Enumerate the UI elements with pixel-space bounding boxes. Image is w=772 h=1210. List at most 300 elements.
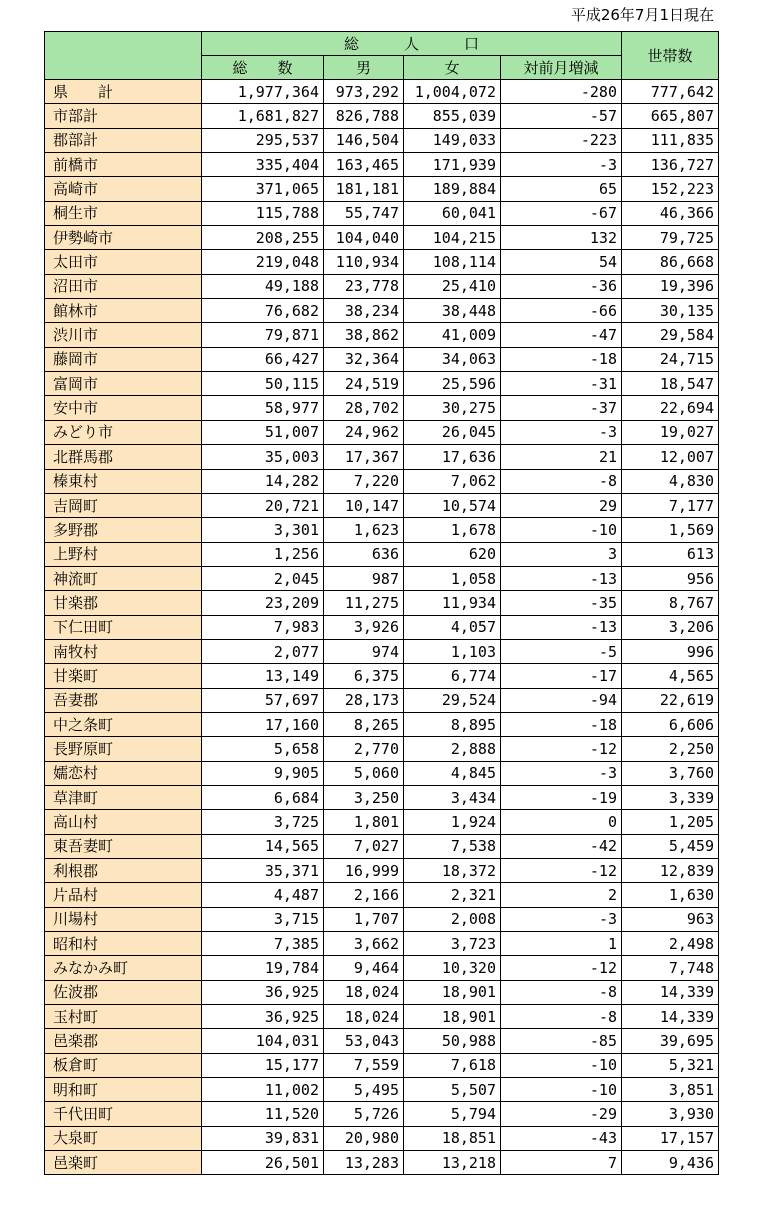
table-row: [45, 445, 719, 469]
cell-households: 19,027: [622, 420, 719, 444]
cell-female: 1,678: [404, 518, 501, 542]
cell-male: 163,465: [324, 153, 404, 177]
cell-total: 35,003: [202, 445, 324, 469]
cell-female: 2,008: [404, 907, 501, 931]
table-row: [45, 80, 719, 104]
cell-households: 3,339: [622, 785, 719, 809]
cell-change: -36: [501, 274, 622, 298]
cell-households: 17,157: [622, 1126, 719, 1150]
cell-male: 1,707: [324, 907, 404, 931]
cell-female: 3,434: [404, 785, 501, 809]
table-row: [45, 201, 719, 225]
row-name: 甘楽郡: [45, 591, 202, 615]
row-name: 桐生市: [45, 201, 202, 225]
as-of-date: 平成26年7月1日現在: [570, 6, 714, 24]
table-row: [45, 1078, 719, 1102]
row-name: 川場村: [45, 907, 202, 931]
table-row: [45, 688, 719, 712]
cell-households: 111,835: [622, 128, 719, 152]
cell-male: 146,504: [324, 128, 404, 152]
cell-total: 36,925: [202, 1005, 324, 1029]
cell-change: -12: [501, 956, 622, 980]
cell-female: 25,410: [404, 274, 501, 298]
cell-female: 8,895: [404, 712, 501, 736]
cell-households: 1,569: [622, 518, 719, 542]
cell-female: 25,596: [404, 372, 501, 396]
cell-change: -37: [501, 396, 622, 420]
table-row: [45, 177, 719, 201]
cell-change: -10: [501, 1078, 622, 1102]
cell-total: 2,077: [202, 639, 324, 663]
table-row: [45, 956, 719, 980]
table-row: [45, 323, 719, 347]
cell-change: -223: [501, 128, 622, 152]
row-name: 長野原町: [45, 737, 202, 761]
cell-change: -3: [501, 907, 622, 931]
row-name: 北群馬郡: [45, 445, 202, 469]
cell-households: 3,930: [622, 1102, 719, 1126]
cell-female: 7,618: [404, 1053, 501, 1077]
cell-households: 7,177: [622, 493, 719, 517]
header-monthly-change: 対前月増減: [501, 56, 622, 80]
cell-households: 152,223: [622, 177, 719, 201]
cell-male: 13,283: [324, 1151, 404, 1175]
cell-male: 38,234: [324, 299, 404, 323]
row-name: 利根郡: [45, 859, 202, 883]
table-row: [45, 1126, 719, 1150]
cell-total: 1,681,827: [202, 104, 324, 128]
cell-male: 7,220: [324, 469, 404, 493]
cell-total: 35,371: [202, 859, 324, 883]
row-name: 高山村: [45, 810, 202, 834]
cell-female: 1,058: [404, 566, 501, 590]
cell-female: 4,845: [404, 761, 501, 785]
cell-total: 6,684: [202, 785, 324, 809]
cell-female: 2,321: [404, 883, 501, 907]
cell-change: -12: [501, 859, 622, 883]
table-row: [45, 347, 719, 371]
cell-total: 104,031: [202, 1029, 324, 1053]
row-name: 富岡市: [45, 372, 202, 396]
cell-total: 79,871: [202, 323, 324, 347]
cell-change: -3: [501, 420, 622, 444]
row-name: 昭和村: [45, 932, 202, 956]
cell-change: 29: [501, 493, 622, 517]
cell-households: 5,321: [622, 1053, 719, 1077]
cell-households: 3,760: [622, 761, 719, 785]
cell-households: 29,584: [622, 323, 719, 347]
cell-female: 60,041: [404, 201, 501, 225]
cell-change: -85: [501, 1029, 622, 1053]
table-row: [45, 274, 719, 298]
row-name: 前橋市: [45, 153, 202, 177]
cell-total: 295,537: [202, 128, 324, 152]
table-row: [45, 566, 719, 590]
cell-male: 987: [324, 566, 404, 590]
cell-female: 1,004,072: [404, 80, 501, 104]
cell-households: 3,206: [622, 615, 719, 639]
table-row: [45, 664, 719, 688]
cell-change: -66: [501, 299, 622, 323]
row-name: 藤岡市: [45, 347, 202, 371]
cell-total: 50,115: [202, 372, 324, 396]
cell-households: 9,436: [622, 1151, 719, 1175]
row-name: 市部計: [45, 104, 202, 128]
table-row: [45, 396, 719, 420]
cell-female: 3,723: [404, 932, 501, 956]
table-row: [45, 1102, 719, 1126]
cell-households: 136,727: [622, 153, 719, 177]
cell-total: 17,160: [202, 712, 324, 736]
cell-male: 38,862: [324, 323, 404, 347]
cell-male: 110,934: [324, 250, 404, 274]
header-male: 男: [324, 56, 404, 80]
header-female: 女: [404, 56, 501, 80]
table-row: [45, 907, 719, 931]
cell-male: 20,980: [324, 1126, 404, 1150]
cell-female: 10,320: [404, 956, 501, 980]
cell-female: 29,524: [404, 688, 501, 712]
row-name: 太田市: [45, 250, 202, 274]
row-name: 沼田市: [45, 274, 202, 298]
cell-total: 3,301: [202, 518, 324, 542]
table-row: [45, 493, 719, 517]
cell-total: 36,925: [202, 980, 324, 1004]
cell-change: -3: [501, 153, 622, 177]
cell-households: 6,606: [622, 712, 719, 736]
cell-change: -47: [501, 323, 622, 347]
table-row: [45, 226, 719, 250]
cell-female: 18,851: [404, 1126, 501, 1150]
cell-change: -8: [501, 469, 622, 493]
table-row: [45, 883, 719, 907]
row-name: 神流町: [45, 566, 202, 590]
cell-households: 963: [622, 907, 719, 931]
cell-change: 3: [501, 542, 622, 566]
cell-male: 28,702: [324, 396, 404, 420]
cell-change: -10: [501, 1053, 622, 1077]
cell-total: 58,977: [202, 396, 324, 420]
cell-households: 12,839: [622, 859, 719, 883]
cell-female: 171,939: [404, 153, 501, 177]
cell-households: 956: [622, 566, 719, 590]
cell-households: 86,668: [622, 250, 719, 274]
row-name: 南牧村: [45, 639, 202, 663]
cell-female: 5,507: [404, 1078, 501, 1102]
row-name: 下仁田町: [45, 615, 202, 639]
table-row: [45, 932, 719, 956]
cell-change: -3: [501, 761, 622, 785]
cell-male: 7,559: [324, 1053, 404, 1077]
cell-female: 34,063: [404, 347, 501, 371]
table-row: [45, 737, 719, 761]
cell-change: -42: [501, 834, 622, 858]
cell-households: 14,339: [622, 980, 719, 1004]
row-name: 吾妻郡: [45, 688, 202, 712]
cell-male: 2,770: [324, 737, 404, 761]
cell-total: 5,658: [202, 737, 324, 761]
cell-female: 108,114: [404, 250, 501, 274]
cell-female: 620: [404, 542, 501, 566]
row-name: 邑楽町: [45, 1151, 202, 1175]
cell-male: 17,367: [324, 445, 404, 469]
cell-households: 1,205: [622, 810, 719, 834]
cell-change: -35: [501, 591, 622, 615]
cell-change: -8: [501, 980, 622, 1004]
cell-male: 2,166: [324, 883, 404, 907]
header-total: 総 数: [202, 56, 324, 80]
cell-change: -94: [501, 688, 622, 712]
table-row: [45, 372, 719, 396]
cell-female: 855,039: [404, 104, 501, 128]
cell-female: 30,275: [404, 396, 501, 420]
cell-total: 76,682: [202, 299, 324, 323]
cell-change: -29: [501, 1102, 622, 1126]
cell-change: -280: [501, 80, 622, 104]
cell-female: 38,448: [404, 299, 501, 323]
cell-total: 115,788: [202, 201, 324, 225]
cell-female: 7,538: [404, 834, 501, 858]
cell-change: -18: [501, 347, 622, 371]
table-row: [45, 104, 719, 128]
cell-change: -19: [501, 785, 622, 809]
cell-male: 1,801: [324, 810, 404, 834]
cell-total: 11,002: [202, 1078, 324, 1102]
cell-male: 28,173: [324, 688, 404, 712]
cell-male: 181,181: [324, 177, 404, 201]
cell-male: 5,495: [324, 1078, 404, 1102]
table-row: [45, 1029, 719, 1053]
row-name: 渋川市: [45, 323, 202, 347]
cell-households: 46,366: [622, 201, 719, 225]
cell-households: 12,007: [622, 445, 719, 469]
table-row: [45, 518, 719, 542]
cell-households: 30,135: [622, 299, 719, 323]
cell-total: 15,177: [202, 1053, 324, 1077]
row-name: 草津町: [45, 785, 202, 809]
row-name: 明和町: [45, 1078, 202, 1102]
cell-female: 104,215: [404, 226, 501, 250]
cell-total: 9,905: [202, 761, 324, 785]
row-name: みなかみ町: [45, 956, 202, 980]
table-row: [45, 128, 719, 152]
cell-female: 1,103: [404, 639, 501, 663]
cell-female: 10,574: [404, 493, 501, 517]
cell-total: 208,255: [202, 226, 324, 250]
cell-households: 665,807: [622, 104, 719, 128]
cell-change: -31: [501, 372, 622, 396]
cell-total: 66,427: [202, 347, 324, 371]
cell-female: 5,794: [404, 1102, 501, 1126]
table-row: [45, 1005, 719, 1029]
row-name: 大泉町: [45, 1126, 202, 1150]
cell-female: 2,888: [404, 737, 501, 761]
cell-total: 7,983: [202, 615, 324, 639]
row-name: みどり市: [45, 420, 202, 444]
cell-female: 17,636: [404, 445, 501, 469]
row-name: 東吾妻町: [45, 834, 202, 858]
cell-male: 10,147: [324, 493, 404, 517]
cell-male: 104,040: [324, 226, 404, 250]
cell-households: 1,630: [622, 883, 719, 907]
cell-change: -13: [501, 566, 622, 590]
cell-male: 32,364: [324, 347, 404, 371]
cell-households: 613: [622, 542, 719, 566]
cell-change: 2: [501, 883, 622, 907]
row-name: 高崎市: [45, 177, 202, 201]
cell-male: 18,024: [324, 980, 404, 1004]
row-name: 安中市: [45, 396, 202, 420]
cell-male: 9,464: [324, 956, 404, 980]
cell-male: 973,292: [324, 80, 404, 104]
cell-total: 371,065: [202, 177, 324, 201]
cell-female: 13,218: [404, 1151, 501, 1175]
cell-male: 5,060: [324, 761, 404, 785]
cell-households: 4,565: [622, 664, 719, 688]
cell-female: 1,924: [404, 810, 501, 834]
cell-change: -5: [501, 639, 622, 663]
cell-households: 996: [622, 639, 719, 663]
table-row: [45, 542, 719, 566]
cell-total: 3,715: [202, 907, 324, 931]
cell-total: 1,977,364: [202, 80, 324, 104]
cell-total: 7,385: [202, 932, 324, 956]
cell-households: 18,547: [622, 372, 719, 396]
table-row: [45, 785, 719, 809]
cell-change: -13: [501, 615, 622, 639]
cell-change: -10: [501, 518, 622, 542]
cell-male: 3,250: [324, 785, 404, 809]
cell-total: 14,565: [202, 834, 324, 858]
table-row: [45, 639, 719, 663]
table-row: [45, 153, 719, 177]
cell-total: 219,048: [202, 250, 324, 274]
row-name: 郡部計: [45, 128, 202, 152]
cell-change: -12: [501, 737, 622, 761]
cell-total: 335,404: [202, 153, 324, 177]
table-row: [45, 712, 719, 736]
cell-change: 0: [501, 810, 622, 834]
cell-female: 18,901: [404, 980, 501, 1004]
header-row-1: [45, 32, 719, 56]
cell-change: 132: [501, 226, 622, 250]
header-total-population-label: 総 人 口: [343, 34, 479, 53]
row-name: 中之条町: [45, 712, 202, 736]
cell-male: 3,662: [324, 932, 404, 956]
cell-change: -17: [501, 664, 622, 688]
cell-male: 55,747: [324, 201, 404, 225]
table-row: [45, 1151, 719, 1175]
cell-total: 39,831: [202, 1126, 324, 1150]
cell-total: 19,784: [202, 956, 324, 980]
cell-change: -67: [501, 201, 622, 225]
cell-total: 57,697: [202, 688, 324, 712]
cell-change: -57: [501, 104, 622, 128]
cell-female: 18,372: [404, 859, 501, 883]
cell-male: 1,623: [324, 518, 404, 542]
header-households: [622, 32, 719, 80]
cell-households: 2,250: [622, 737, 719, 761]
cell-total: 49,188: [202, 274, 324, 298]
cell-change: 7: [501, 1151, 622, 1175]
header-households-label: 世帯数: [647, 46, 693, 65]
row-name: 伊勢崎市: [45, 226, 202, 250]
row-name: 吉岡町: [45, 493, 202, 517]
cell-male: 974: [324, 639, 404, 663]
cell-total: 23,209: [202, 591, 324, 615]
cell-households: 3,851: [622, 1078, 719, 1102]
cell-male: 826,788: [324, 104, 404, 128]
cell-households: 39,695: [622, 1029, 719, 1053]
table-row: [45, 420, 719, 444]
cell-male: 53,043: [324, 1029, 404, 1053]
row-name: 千代田町: [45, 1102, 202, 1126]
cell-female: 189,884: [404, 177, 501, 201]
table-row: [45, 859, 719, 883]
cell-households: 22,694: [622, 396, 719, 420]
cell-households: 5,459: [622, 834, 719, 858]
cell-households: 4,830: [622, 469, 719, 493]
cell-female: 7,062: [404, 469, 501, 493]
population-table: [44, 31, 719, 1175]
cell-total: 2,045: [202, 566, 324, 590]
table-row: [45, 591, 719, 615]
cell-households: 2,498: [622, 932, 719, 956]
cell-female: 11,934: [404, 591, 501, 615]
table-row: [45, 299, 719, 323]
cell-change: -8: [501, 1005, 622, 1029]
row-name: 嬬恋村: [45, 761, 202, 785]
cell-male: 24,962: [324, 420, 404, 444]
cell-change: -18: [501, 712, 622, 736]
row-name: 片品村: [45, 883, 202, 907]
row-name: 佐波郡: [45, 980, 202, 1004]
cell-change: 65: [501, 177, 622, 201]
cell-male: 3,926: [324, 615, 404, 639]
row-name: 玉村町: [45, 1005, 202, 1029]
cell-change: 1: [501, 932, 622, 956]
cell-households: 79,725: [622, 226, 719, 250]
cell-female: 50,988: [404, 1029, 501, 1053]
cell-total: 11,520: [202, 1102, 324, 1126]
row-name: 上野村: [45, 542, 202, 566]
row-name: 邑楽郡: [45, 1029, 202, 1053]
cell-households: 14,339: [622, 1005, 719, 1029]
cell-male: 24,519: [324, 372, 404, 396]
cell-households: 22,619: [622, 688, 719, 712]
table-row: [45, 834, 719, 858]
cell-total: 4,487: [202, 883, 324, 907]
cell-total: 14,282: [202, 469, 324, 493]
cell-male: 636: [324, 542, 404, 566]
cell-total: 3,725: [202, 810, 324, 834]
table-row: [45, 980, 719, 1004]
cell-male: 5,726: [324, 1102, 404, 1126]
cell-male: 16,999: [324, 859, 404, 883]
cell-total: 13,149: [202, 664, 324, 688]
cell-total: 51,007: [202, 420, 324, 444]
cell-total: 1,256: [202, 542, 324, 566]
header-name-blank: [45, 32, 202, 80]
row-name: 甘楽町: [45, 664, 202, 688]
table-row: [45, 469, 719, 493]
cell-female: 26,045: [404, 420, 501, 444]
cell-female: 4,057: [404, 615, 501, 639]
cell-male: 11,275: [324, 591, 404, 615]
cell-households: 7,748: [622, 956, 719, 980]
header-total-population: [202, 32, 622, 56]
cell-change: 21: [501, 445, 622, 469]
